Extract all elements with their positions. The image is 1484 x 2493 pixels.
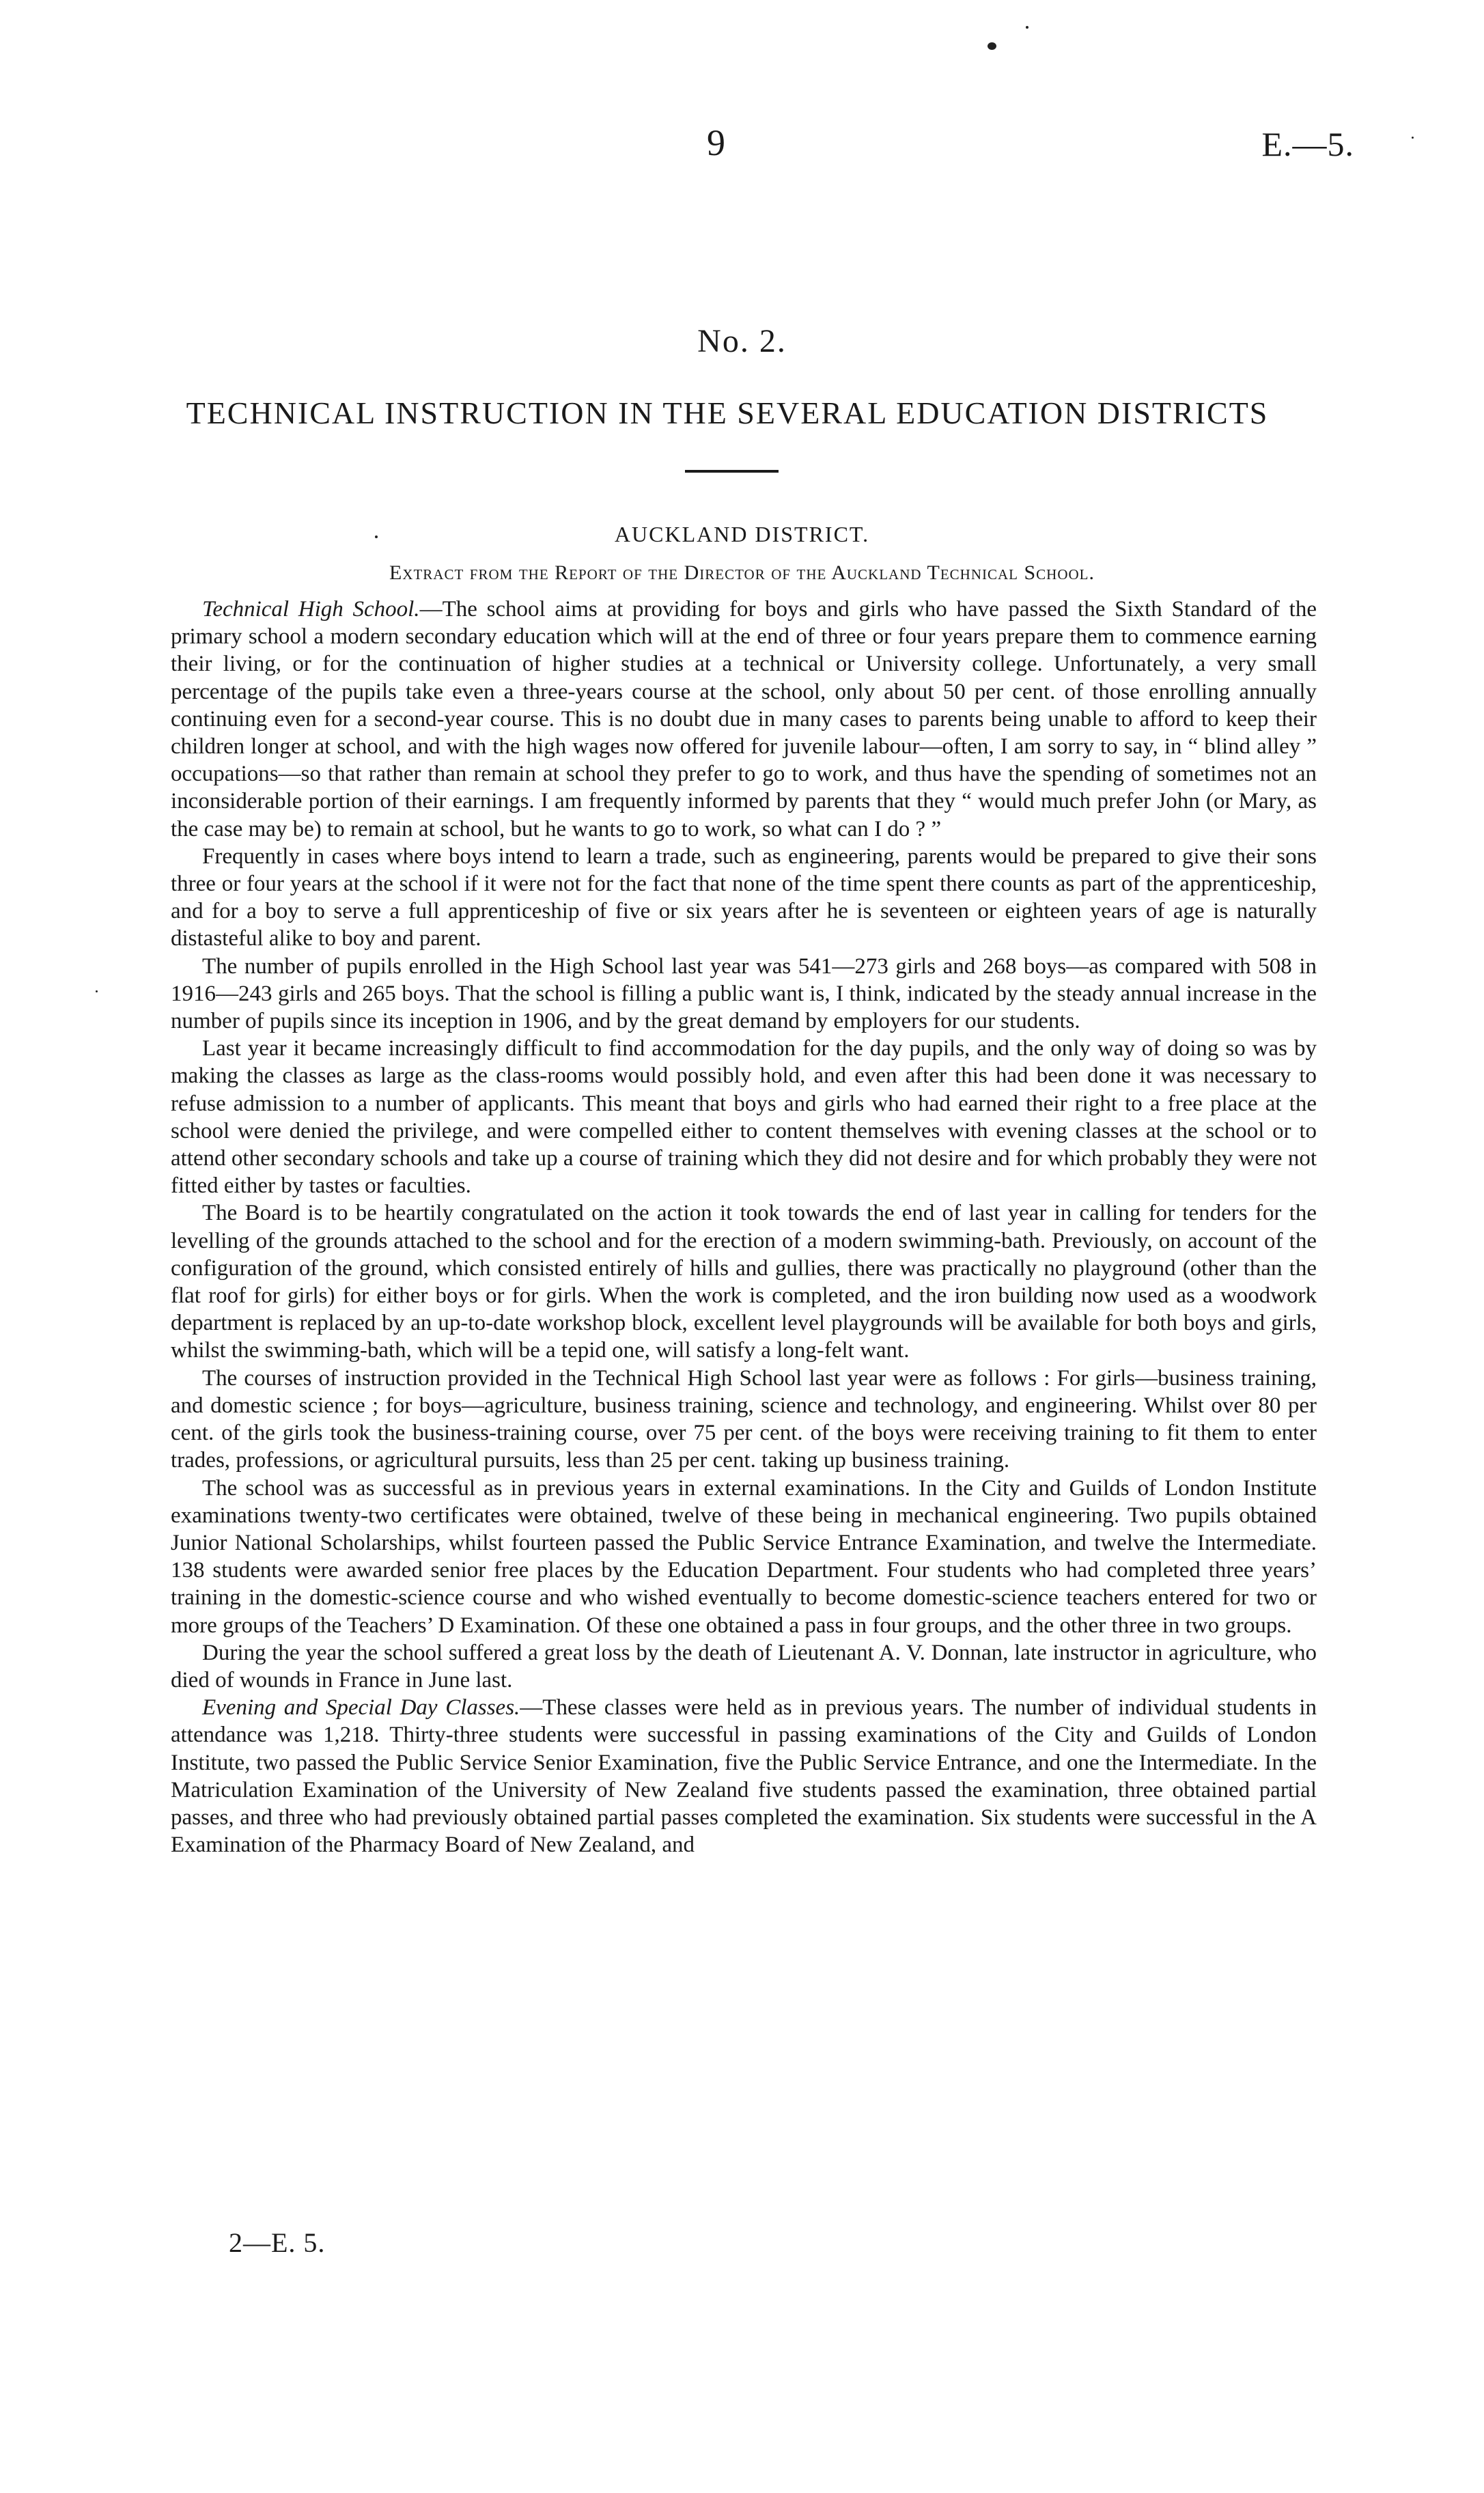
paragraph — [171, 1035, 1317, 1199]
paragraph-lead: Evening and Special Day Classes. — [202, 1695, 520, 1721]
paragraph-text: —These classes were held as in previous years. The number of individual students in attendance was 1,218. Thirty-three students were successful in passing examinations of the City and Guilds of London Institute, two passed the Public Service Senior Examination, five the Public Service Entrance, and one the Intermediate. In the Matriculation Examination of the University of New Zealand five students passed the examination, three obtained partial passes, and three who had previously obtained partial passes completed the examination. Six students were successful in the A Examination of the Pharmacy Board of New Zealand, and — [171, 1695, 1317, 1858]
ink-speck — [96, 990, 98, 992]
document-number: No. 2. — [697, 323, 787, 359]
paragraph — [171, 1694, 1317, 1858]
paragraph — [171, 596, 1317, 843]
ink-speck — [1412, 137, 1414, 139]
paragraph — [171, 953, 1317, 1035]
paragraph — [171, 1639, 1317, 1694]
footer-signature: 2—E. 5. — [229, 2227, 326, 2258]
paragraph-text: The number of pupils enrolled in the High School last year was 541—273 girls and 268 boys—as compared with 508 in 1916—243 girls and 265 boys. That the school is filling a public want is, I think, indicated by the steady annual increase in the number of pupils since its inception in 1906, and by the great demand by employers for our students. — [171, 953, 1317, 1034]
paragraph-text: Last year it became increasingly difficult to find accommodation for the day pupils, and the only way of doing so was by making the classes as large as the class-rooms would possibly hold, and even after this had been done it was necessary to refuse admission to a number of applicants. This meant that boys and girls who had earned their right to a free place at the school were denied the privilege, and were compelled either to content themselves with evening classes at the school or to attend other secondary schools and take up a course of training which they did not desire and for which probably they were not fitted either by tastes or faculties. — [171, 1036, 1317, 1199]
document-reference: E.—5. — [1261, 125, 1354, 163]
title-rule — [685, 470, 779, 473]
paragraph-lead: Technical High School. — [202, 597, 420, 622]
paragraph-text: —The school aims at providing for boys and girls who have passed the Sixth Standard of the primary school a modern secondary education which will at the end of three or four years prepare them to commence earning their living, or for the continuation of higher studies at a technical or University college. Unfortunately, a very small percentage of the pupils take even a three-years course at the school, only about 50 per cent. of those enrolling annually continuing even for a second-year course. This is no doubt due in many cases to parents being unable to afford to keep their children longer at school, and with the high wages now offered for juvenile labour—often, I am sorry to say, in “ blind alley ” occupations—so that rather than remain at school they prefer to go to work, and thus have the spending of sometimes not an inconsiderable portion of their earnings. I am frequently informed by parents that they “ would much prefer John (or Mary, as the case may be) to remain at school, but he wants to go to work, so what can I do ? ” — [171, 597, 1317, 841]
document-title: TECHNICAL INSTRUCTION IN THE SEVERAL EDUCATION DISTRICTS — [186, 395, 1269, 430]
paragraph-text: The courses of instruction provided in the Technical High School last year were as follows : For girls—business training, and domestic science ; for boys—agriculture, business training, science and technology, and engineering. Whilst over 80 per cent. of the girls took the business-training course, over 75 per cent. of the boys were receiving training to fit them to enter trades, professions, or agricultural pursuits, less than 25 per cent. taking up business training. — [171, 1365, 1317, 1473]
paragraph-text: The school was as successful as in previous years in external examinations. In the City and Guilds of London Institute examinations twenty-two certificates were obtained, twelve of these being in mechanical engineering. Two pupils obtained Junior National Scholarships, whilst fourteen passed the Public Service Entrance Examination, and twelve the Intermediate. 138 students were awarded senior free places by the Education Department. Four students who had completed three years’ training in the domestic-science course and who wished eventually to become domestic-science teachers entered for two or more groups of the Teachers’ D Examination. Of these one obtained a pass in four groups, and the other three in two groups. — [171, 1475, 1317, 1638]
paragraph — [171, 1475, 1317, 1639]
paragraph — [171, 843, 1317, 953]
ink-speck — [1026, 26, 1028, 29]
paragraph-text: During the year the school suffered a great loss by the death of Lieutenant A. V. Donnan, late instructor in agriculture, who died of wounds in France in June last. — [171, 1640, 1317, 1693]
ink-speck — [988, 42, 996, 50]
paragraph — [171, 1199, 1317, 1364]
extract-heading: Extract from the Report of the Director of the Auckland Technical School. — [389, 561, 1095, 584]
district-heading: AUCKLAND DISTRICT. — [614, 522, 870, 546]
paragraph-text: The Board is to be heartily congratulated on the action it took towards the end of last year in calling for tenders for the levelling of the grounds attached to the school and for the erection of a modern swimming-bath. Previously, on account of the configuration of the ground, which consisted entirely of hills and gullies, there was practically no playground (other than the flat roof for girls) for either boys or for girls. When the work is completed, and the iron building now used as a woodwork department is replaced by an up-to-date workshop block, excellent level playgrounds will be available for both boys and girls, whilst the swimming-bath, which will be a tepid one, will satisfy a long-felt want. — [171, 1201, 1317, 1363]
paragraph — [171, 1365, 1317, 1475]
paragraph-text: Frequently in cases where boys intend to learn a trade, such as engineering, parents would be prepared to give their sons three or four years at the school if it were not for the fact that none of the time spent there counts as part of the apprenticeship, and for a boy to serve a full apprenticeship of five or six years after he is seventeen or eighteen years of age is naturally distasteful alike to boy and parent. — [171, 844, 1317, 951]
report-body — [171, 596, 1317, 1858]
page-number: 9 — [707, 122, 725, 163]
